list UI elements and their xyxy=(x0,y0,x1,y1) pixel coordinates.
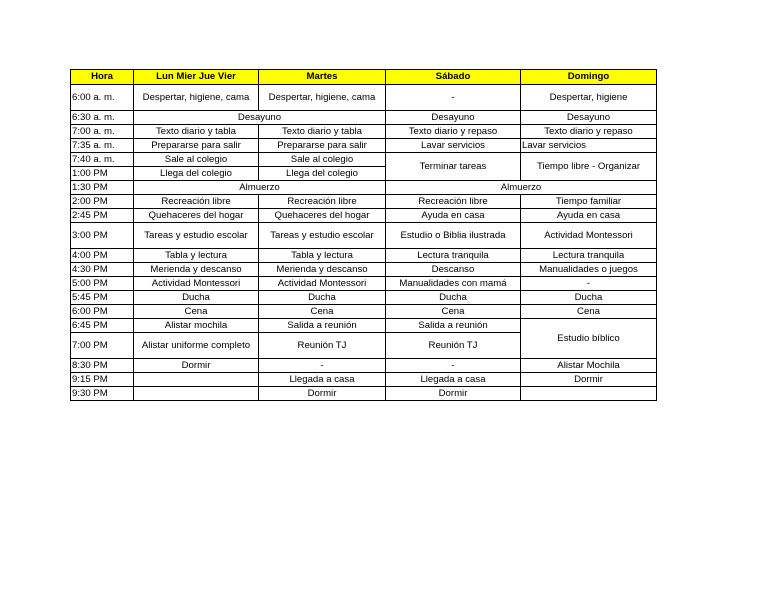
time-cell: 6:30 a. m. xyxy=(71,111,134,125)
header-row xyxy=(71,70,657,85)
sabado-cell: Lectura tranquila xyxy=(386,249,521,263)
time-cell: 7:00 PM xyxy=(71,333,134,359)
weekdays-cell: Despertar, higiene, cama xyxy=(134,85,259,111)
table-row xyxy=(71,387,657,401)
domingo-cell: Tiempo libre - Organizar xyxy=(521,153,657,181)
time-cell: 3:00 PM xyxy=(71,223,134,249)
time-cell: 4:00 PM xyxy=(71,249,134,263)
sabado-cell: Cena xyxy=(386,305,521,319)
martes-cell: Prepararse para salir xyxy=(259,139,386,153)
time-cell: 7:00 a. m. xyxy=(71,125,134,139)
table-row xyxy=(71,291,657,305)
table-row xyxy=(71,153,657,167)
martes-cell: Ducha xyxy=(259,291,386,305)
weekdays-cell xyxy=(134,387,259,401)
sabado-cell: - xyxy=(386,359,521,373)
weekdays-cell: Cena xyxy=(134,305,259,319)
martes-cell: - xyxy=(259,359,386,373)
table-row xyxy=(71,181,657,195)
table-row xyxy=(71,209,657,223)
weekdays-cell: Dormir xyxy=(134,359,259,373)
weekdays-cell: Sale al colegio xyxy=(134,153,259,167)
sabado-cell: Salida a reunión xyxy=(386,319,521,333)
header-martes: Martes xyxy=(259,70,386,85)
table-row xyxy=(71,85,657,111)
martes-cell: Tabla y lectura xyxy=(259,249,386,263)
sabado-cell: Llegada a casa xyxy=(386,373,521,387)
table-row xyxy=(71,373,657,387)
weekdays-cell: Recreación libre xyxy=(134,195,259,209)
domingo-cell: Despertar, higiene xyxy=(521,85,657,111)
time-cell: 7:40 a. m. xyxy=(71,153,134,167)
time-cell: 2:45 PM xyxy=(71,209,134,223)
domingo-cell: Desayuno xyxy=(521,111,657,125)
time-cell: 9:15 PM xyxy=(71,373,134,387)
weekdays-martes-cell: Almuerzo xyxy=(134,181,386,195)
time-cell: 6:00 PM xyxy=(71,305,134,319)
martes-cell: Quehaceres del hogar xyxy=(259,209,386,223)
table-row xyxy=(71,319,657,333)
sabado-cell: Dormir xyxy=(386,387,521,401)
domingo-cell: Tiempo familiar xyxy=(521,195,657,209)
domingo-cell: Texto diario y repaso xyxy=(521,125,657,139)
domingo-cell: Actividad Montessori xyxy=(521,223,657,249)
header-domingo: Domingo xyxy=(521,70,657,85)
domingo-cell: Lavar servicios xyxy=(521,139,657,153)
domingo-cell: Alistar Mochila xyxy=(521,359,657,373)
weekdays-cell: Actividad Montessori xyxy=(134,277,259,291)
domingo-cell: Estudio bíblico xyxy=(521,319,657,359)
domingo-cell: - xyxy=(521,277,657,291)
weekdays-cell: Merienda y descanso xyxy=(134,263,259,277)
weekdays-cell: Quehaceres del hogar xyxy=(134,209,259,223)
sabado-cell: Ducha xyxy=(386,291,521,305)
domingo-cell: Dormir xyxy=(521,373,657,387)
martes-cell: Texto diario y tabla xyxy=(259,125,386,139)
domingo-cell: Manualidades o juegos xyxy=(521,263,657,277)
domingo-cell: Cena xyxy=(521,305,657,319)
sabado-cell: Descanso xyxy=(386,263,521,277)
table-row xyxy=(71,249,657,263)
sabado-cell: Estudio o Biblia ilustrada xyxy=(386,223,521,249)
sabado-cell: - xyxy=(386,85,521,111)
sabado-cell: Recreación libre xyxy=(386,195,521,209)
domingo-cell xyxy=(521,387,657,401)
sabado-cell: Reunión TJ xyxy=(386,333,521,359)
table-row xyxy=(71,111,657,125)
martes-cell: Reunión TJ xyxy=(259,333,386,359)
domingo-cell: Ayuda en casa xyxy=(521,209,657,223)
domingo-cell: Lectura tranquila xyxy=(521,249,657,263)
martes-cell: Salida a reunión xyxy=(259,319,386,333)
martes-cell: Sale al colegio xyxy=(259,153,386,167)
martes-cell: Actividad Montessori xyxy=(259,277,386,291)
martes-cell: Recreación libre xyxy=(259,195,386,209)
martes-cell: Despertar, higiene, cama xyxy=(259,85,386,111)
sabado-cell: Lavar servicios xyxy=(386,139,521,153)
header-hora: Hora xyxy=(71,70,134,85)
table-row xyxy=(71,139,657,153)
martes-cell: Llega del colegio xyxy=(259,167,386,181)
martes-cell: Tareas y estudio escolar xyxy=(259,223,386,249)
weekly-schedule-table xyxy=(70,69,657,401)
weekdays-martes-cell: Desayuno xyxy=(134,111,386,125)
weekdays-cell: Prepararse para salir xyxy=(134,139,259,153)
sabado-cell: Ayuda en casa xyxy=(386,209,521,223)
weekdays-cell: Tareas y estudio escolar xyxy=(134,223,259,249)
time-cell: 4:30 PM xyxy=(71,263,134,277)
weekdays-cell: Texto diario y tabla xyxy=(134,125,259,139)
weekdays-cell: Tabla y lectura xyxy=(134,249,259,263)
time-cell: 8:30 PM xyxy=(71,359,134,373)
martes-cell: Llegada a casa xyxy=(259,373,386,387)
header-weekdays: Lun Mier Jue Vier xyxy=(134,70,259,85)
martes-cell: Cena xyxy=(259,305,386,319)
martes-cell: Merienda y descanso xyxy=(259,263,386,277)
weekdays-cell xyxy=(134,373,259,387)
header-sabado: Sábado xyxy=(386,70,521,85)
table-row xyxy=(71,359,657,373)
martes-cell: Dormir xyxy=(259,387,386,401)
table-row xyxy=(71,277,657,291)
table-row xyxy=(71,263,657,277)
table-row xyxy=(71,125,657,139)
sabado-cell: Manualidades con mamá xyxy=(386,277,521,291)
sabado-cell: Texto diario y repaso xyxy=(386,125,521,139)
sabado-cell: Desayuno xyxy=(386,111,521,125)
sabado-cell: Terminar tareas xyxy=(386,153,521,181)
time-cell: 9:30 PM xyxy=(71,387,134,401)
time-cell: 6:45 PM xyxy=(71,319,134,333)
time-cell: 2:00 PM xyxy=(71,195,134,209)
weekdays-cell: Ducha xyxy=(134,291,259,305)
table-row xyxy=(71,223,657,249)
table-row xyxy=(71,195,657,209)
weekdays-cell: Alistar mochila xyxy=(134,319,259,333)
table-row xyxy=(71,305,657,319)
time-cell: 5:45 PM xyxy=(71,291,134,305)
time-cell: 1:00 PM xyxy=(71,167,134,181)
time-cell: 5:00 PM xyxy=(71,277,134,291)
weekdays-cell: Llega del colegio xyxy=(134,167,259,181)
weekdays-cell: Alistar uniforme completo xyxy=(134,333,259,359)
time-cell: 1:30 PM xyxy=(71,181,134,195)
sabado-domingo-cell: Almuerzo xyxy=(386,181,657,195)
time-cell: 6:00 a. m. xyxy=(71,85,134,111)
domingo-cell: Ducha xyxy=(521,291,657,305)
time-cell: 7:35 a. m. xyxy=(71,139,134,153)
